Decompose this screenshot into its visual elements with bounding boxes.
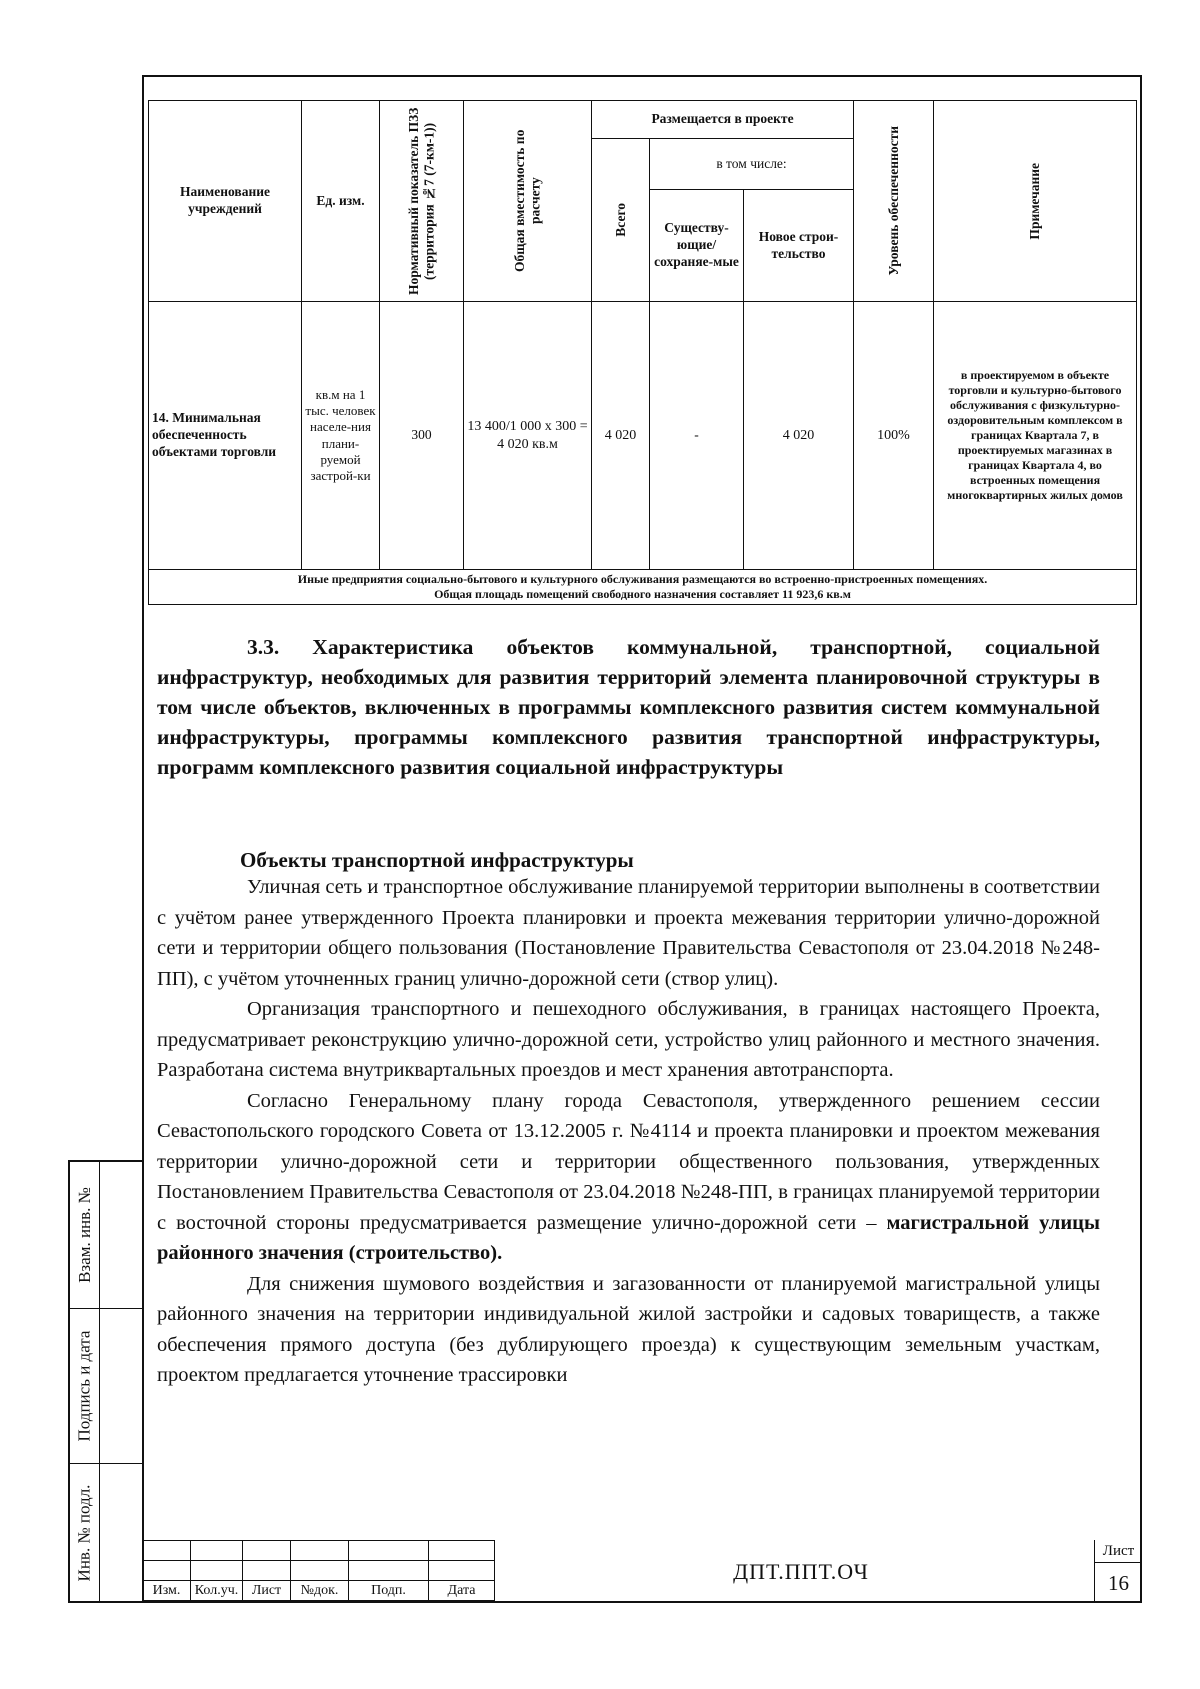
header-name: Наименование учреждений <box>149 101 302 302</box>
side-stamp <box>68 1160 142 1603</box>
paragraph-3-bold: магистральной улицы районного значения (строительство). <box>157 1211 1101 1264</box>
footer-area-value: 11 923,6 кв.м <box>782 587 851 601</box>
header-norm: Нормативный показатель ПЗЗ (территория №7 (7-км-1)) <box>380 101 464 302</box>
cell-name: 14. Минимальная обеспеченность объектами торговли <box>149 302 302 570</box>
paragraph-3: Согласно Генеральному плану города Севастополя, утвержденного решением сессии Севастопольского городского Совета от 13.12.2005 г. №4114 и проекта планировки и проектом межевания территории улично-дорожной сети и территории общественного пользования, утвержденных Постановлением Правительства Севастополя от 23.04.2018 №248-ПП, в границах планируемой территории с восточной стороны предусматривается размещение улично-дорожной сети – магистральной улицы районного значения (строительство). <box>157 1089 1101 1264</box>
col-podp: Подп. <box>349 1581 429 1601</box>
sheet-label: Лист <box>1095 1540 1142 1563</box>
side-label-signature: Подпись и дата <box>74 1330 94 1442</box>
cell-level: 100% <box>854 302 934 570</box>
paragraph-1: Уличная сеть и транспортное обслуживание планируемой территории выполнены в соответствии с учётом ранее утвержденного Проекта планировки и проекта межевания территории улично-дорожной сети и территории общего пользования (Постановление Правительства Севастополя от 23.04.2018 №248-ПП), с учётом уточненных границ улично-дорожной сети (створ улиц). <box>157 876 1100 990</box>
footer-line-2: Общая площадь помещений свободного назначения составляет 11 923,6 кв.м <box>434 587 851 601</box>
header-note: Примечание <box>934 101 1137 302</box>
header-total-capacity: Общая вместимость по расчету <box>464 101 592 302</box>
provision-table <box>148 100 1137 605</box>
col-data: Дата <box>429 1581 495 1601</box>
header-existing: Существу-ющие/ сохраняе-мые <box>650 190 744 302</box>
paragraph-4: Для снижения шумового воздействия и загазованности от планируемой магистральной улицы районного значения на территории индивидуальной жилой застройки и садовых товариществ, а также обеспечения прямого доступа (без дублирующего проезда) к существующим земельным участкам, проектом предлагается уточнение трассировки <box>157 1272 1100 1386</box>
side-label-inv-original: Инв. № подл. <box>74 1484 94 1581</box>
subheading-transport: Объекты транспортной инфраструктуры <box>240 848 634 872</box>
col-list: Лист <box>243 1581 291 1601</box>
table-footer <box>149 570 1137 605</box>
header-placed-group: Размещается в проекте <box>592 101 854 139</box>
col-izm: Изм. <box>143 1581 191 1601</box>
cell-all: 4 020 <box>592 302 650 570</box>
paragraph-2: Организация транспортного и пешеходного обслуживания, в границах настоящего Проекта, предусматривает реконструкцию улично-дорожной сети, устройство улиц районного и местного значения. Разработана система внутриквартальных проездов и мест хранения автотранспорта. <box>157 998 1100 1081</box>
side-cell-inv-original <box>70 1464 142 1601</box>
cell-note: в проектируемом в объекте торговли и культурно-бытового обслуживания с физкультурно-оздоровительным комплексом в границах Квартала 7, в проектируемых магазинах в границах Квартала 4, во встроенных помещения многоквартирных жилых домов <box>934 302 1137 570</box>
side-cell-inv-replace <box>70 1162 142 1309</box>
header-level: Уровень обеспеченности <box>854 101 934 302</box>
title-block <box>142 1540 1142 1603</box>
col-ndok: №док. <box>291 1581 349 1601</box>
cell-unit: кв.м на 1 тыс. человек населе-ния плани-руемой застрой-ки <box>302 302 380 570</box>
header-all: Всего <box>592 139 650 302</box>
cell-norm: 300 <box>380 302 464 570</box>
col-kol: Кол.уч. <box>191 1581 243 1601</box>
table-footer-row <box>149 570 1137 605</box>
footer-line-1: Иные предприятия социально-бытового и культурного обслуживания размещаются во встроенно-пристроенных помещениях. <box>297 572 988 586</box>
side-cell-signature <box>70 1309 142 1464</box>
section-title: 3.3. Характеристика объектов коммунальной, транспортной, социальной инфраструктур, необходимых для развития территорий элемента планировочной структуры в том числе объектов, включенных в программы комплексного развития систем коммунальной инфраструктуры, программы комплексного развития транспортной инфраструктуры, программ комплексного развития социальной инфраструктуры <box>157 635 1100 779</box>
sheet-box <box>1094 1540 1142 1603</box>
cell-existing: - <box>650 302 744 570</box>
header-new: Новое строи-тельство <box>744 190 854 302</box>
header-including: в том числе: <box>650 139 854 190</box>
header-unit: Ед. изм. <box>302 101 380 302</box>
body-text <box>157 872 1100 1391</box>
cell-new: 4 020 <box>744 302 854 570</box>
cell-total-capacity: 13 400/1 000 х 300 = 4 020 кв.м <box>464 302 592 570</box>
sheet-number: 16 <box>1108 1571 1129 1595</box>
document-code: ДПТ.ППТ.ОЧ <box>494 1540 1107 1603</box>
side-label-inv-replace: Взам. инв. № <box>74 1187 94 1283</box>
table-row <box>149 302 1137 570</box>
revision-table <box>142 1540 495 1601</box>
